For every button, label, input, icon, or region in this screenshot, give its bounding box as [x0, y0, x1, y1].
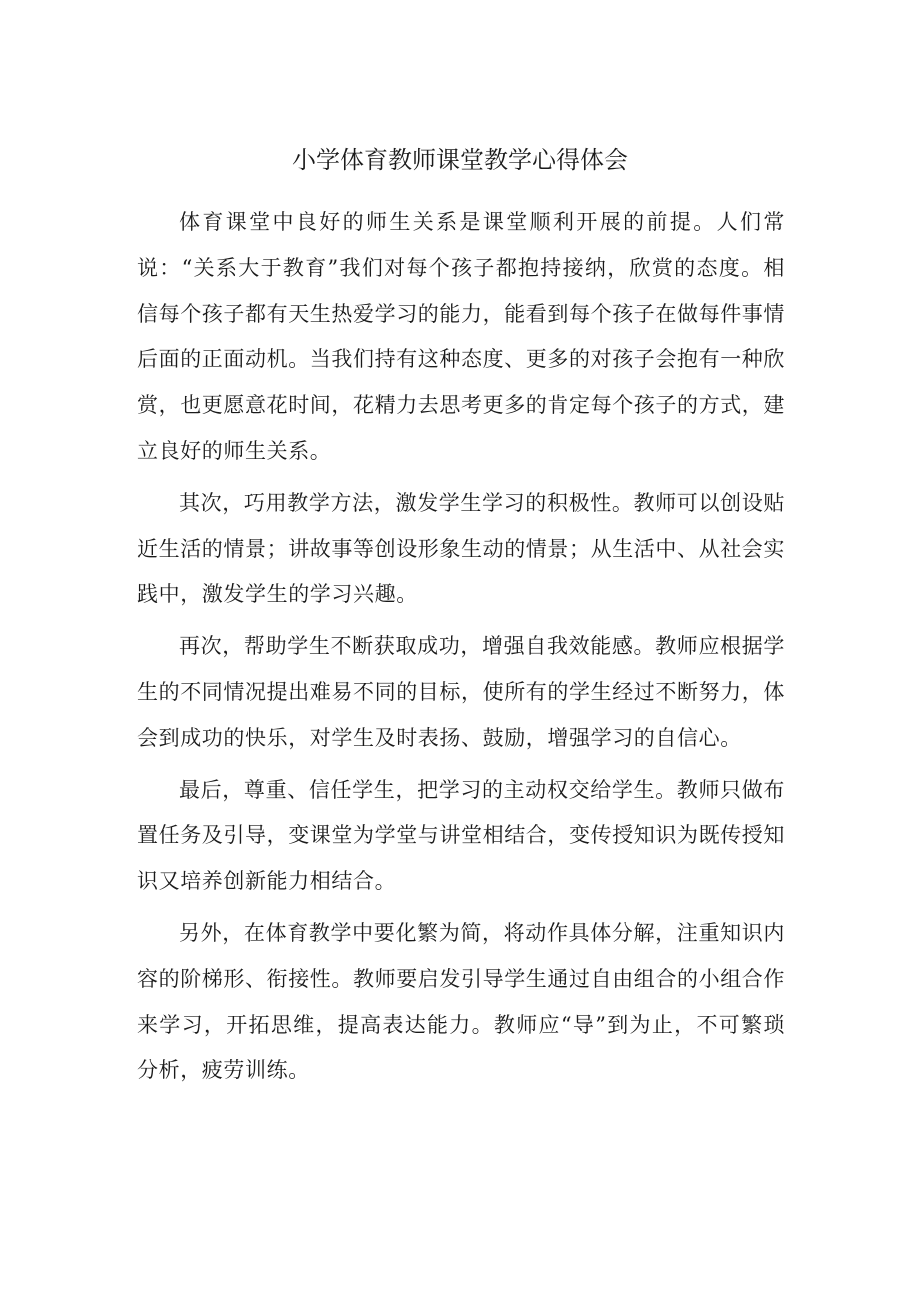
paragraph-3: 再次，帮助学生不断获取成功，增强自我效能感。教师应根据学生的不同情况提出难易不同的目标，使所有的学生经过不断努力，体会到成功的快乐，对学生及时表扬、鼓励，增强学习的自信心。 [137, 634, 785, 750]
document-title: 小学体育教师课堂教学心得体会 [292, 146, 628, 174]
paragraph-4: 最后，尊重、信任学生，把学习的主动权交给学生。教师只做布置任务及引导，变课堂为学堂与讲堂相结合，变传授知识为既传授知识又培养创新能力相结合。 [137, 777, 785, 894]
paragraph-5: 另外，在体育教学中要化繁为简，将动作具体分解，注重知识内容的阶梯形、衔接性。教师要启发引导学生通过自由组合的小组合作来学习，开拓思维，提高表达能力。教师应“导”到为止，不可繁琐分析，疲劳训练。 [137, 920, 785, 1083]
document-body [137, 200, 785, 1100]
paragraph-1: 体育课堂中良好的师生关系是课堂顺利开展的前提。人们常说：“关系大于教育”我们对每个孩子都抱持接纳，欣赏的态度。相信每个孩子都有天生热爱学习的能力，能看到每个孩子在做每件事情后面的正面动机。当我们持有这种态度、更多的对孩子会抱有一种欣赏，也更愿意花时间，花精力去思考更多的肯定每个孩子的方式，建立良好的师生关系。 [137, 210, 785, 463]
paragraph-2: 其次，巧用教学方法，激发学生学习的积极性。教师可以创设贴近生活的情景；讲故事等创设形象生动的情景；从生活中、从社会实践中，激发学生的学习兴趣。 [137, 490, 785, 607]
